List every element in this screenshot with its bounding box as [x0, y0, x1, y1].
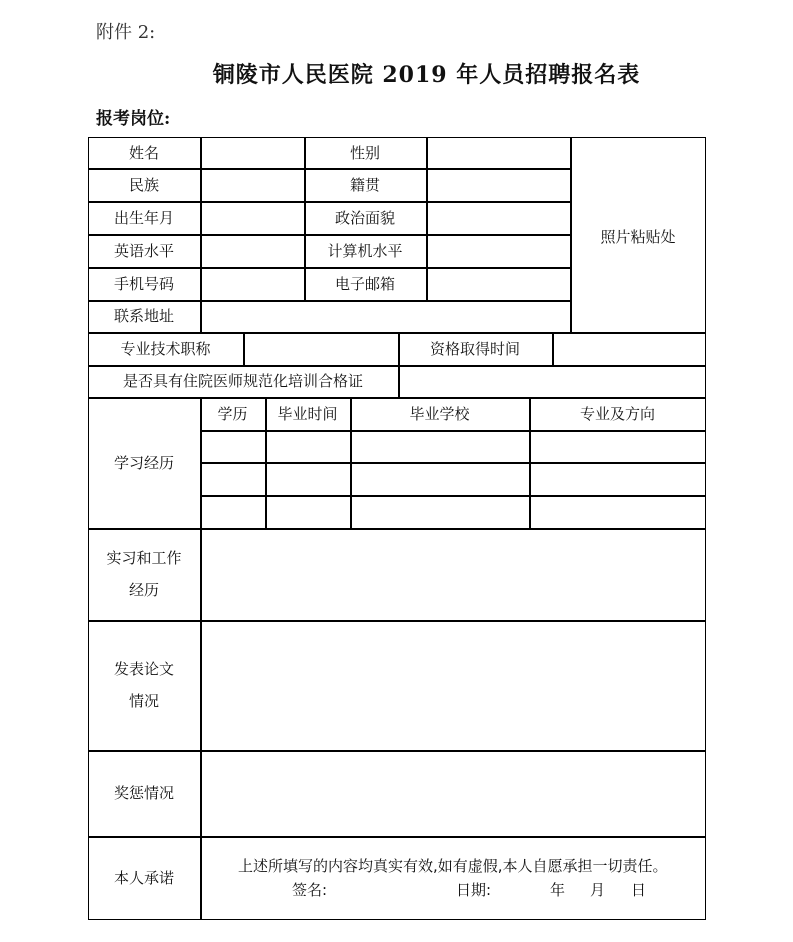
photo-placeholder: 照片粘贴处	[600, 228, 676, 246]
input-birth[interactable]	[200, 201, 304, 234]
label-education: 学习经历	[113, 453, 174, 472]
label-email: 电子邮箱	[334, 274, 395, 293]
header-graduation-date: 毕业时间	[277, 404, 338, 423]
label-professional-title: 专业技术职称	[120, 339, 211, 358]
label-native-place: 籍贯	[349, 175, 380, 194]
education-cell[interactable]	[265, 430, 350, 462]
header-degree: 学历	[217, 404, 248, 423]
input-gender[interactable]	[426, 137, 570, 168]
education-cell[interactable]	[265, 462, 350, 495]
header-major: 专业及方向	[579, 404, 655, 423]
pledge-statement: 上述所填写的内容均真实有效,如有虚假,本人自愿承担一切责任。	[238, 857, 668, 875]
label-work-line2: 经历	[128, 581, 159, 599]
date-label: 日期:	[456, 881, 492, 899]
label-residency-certificate: 是否具有住院医师规范化培训合格证	[122, 372, 363, 390]
input-email[interactable]	[426, 267, 570, 300]
month-label: 月	[590, 881, 606, 899]
label-work-line1: 实习和工作	[106, 549, 182, 567]
label-address: 联系地址	[113, 307, 174, 325]
input-awards[interactable]	[200, 750, 706, 836]
input-name[interactable]	[200, 137, 304, 168]
input-professional-title[interactable]	[243, 332, 398, 365]
label-publications	[88, 620, 200, 750]
input-qualification-date[interactable]	[552, 332, 706, 365]
label-political: 政治面貌	[334, 208, 395, 227]
label-gender: 性别	[349, 143, 380, 162]
label-computer: 计算机水平	[327, 241, 403, 260]
position-label: 报考岗位:	[96, 109, 171, 129]
label-english: 英语水平	[113, 241, 174, 260]
input-phone[interactable]	[200, 267, 304, 300]
input-computer[interactable]	[426, 234, 570, 267]
input-work-experience[interactable]	[200, 528, 706, 620]
education-cell[interactable]	[200, 495, 265, 528]
education-cell[interactable]	[350, 495, 529, 528]
label-pledge: 本人承诺	[113, 869, 174, 887]
page-title: 铜陵市人民医院 2019 年人员招聘报名表	[212, 62, 641, 88]
label-birth: 出生年月	[113, 208, 174, 227]
attachment-label: 附件 2:	[96, 22, 156, 43]
education-cell[interactable]	[265, 495, 350, 528]
input-english[interactable]	[200, 234, 304, 267]
education-cell[interactable]	[200, 430, 265, 462]
input-publications[interactable]	[200, 620, 706, 750]
input-native-place[interactable]	[426, 168, 570, 201]
label-phone: 手机号码	[113, 274, 174, 293]
label-name: 姓名	[128, 143, 159, 162]
education-cell[interactable]	[529, 462, 706, 495]
education-cell[interactable]	[529, 430, 706, 462]
education-cell[interactable]	[350, 430, 529, 462]
signature-label: 签名:	[292, 881, 328, 899]
header-school: 毕业学校	[409, 404, 470, 423]
label-awards: 奖惩情况	[113, 784, 174, 802]
label-ethnicity: 民族	[128, 175, 159, 194]
label-papers-line1: 发表论文	[113, 660, 174, 678]
day-label: 日	[631, 881, 647, 899]
education-cell[interactable]	[200, 462, 265, 495]
input-address[interactable]	[200, 300, 570, 332]
label-work-experience	[88, 528, 200, 620]
year-label: 年	[550, 881, 566, 899]
input-political[interactable]	[426, 201, 570, 234]
label-qualification-date: 资格取得时间	[429, 339, 520, 358]
education-cell[interactable]	[350, 462, 529, 495]
education-cell[interactable]	[529, 495, 706, 528]
input-ethnicity[interactable]	[200, 168, 304, 201]
input-residency-certificate[interactable]	[398, 365, 706, 397]
label-papers-line2: 情况	[128, 692, 159, 710]
